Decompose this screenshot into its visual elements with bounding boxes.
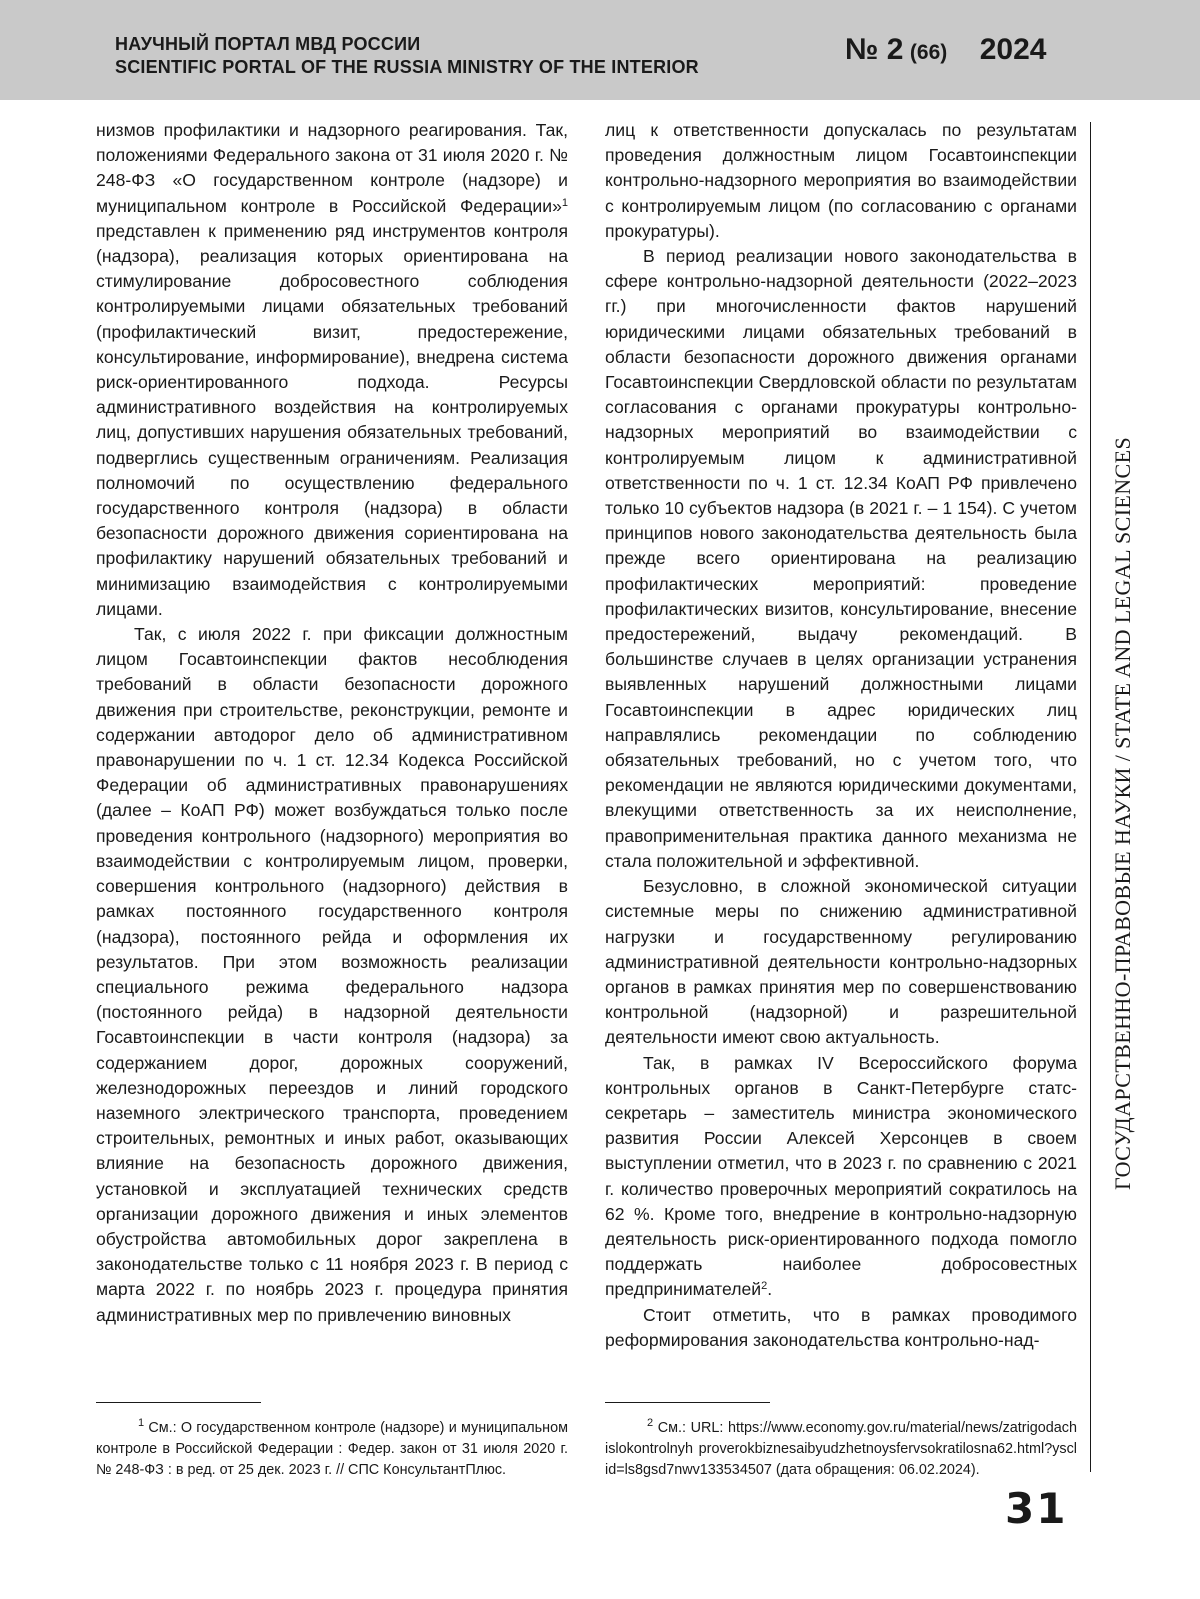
footnote-ref[interactable]: 2: [761, 1280, 768, 1293]
right-column: [605, 118, 1077, 1353]
journal-title-ru: НАУЧНЫЙ ПОРТАЛ МВД РОССИИ: [115, 34, 421, 54]
paragraph: Стоит отметить, что в рамках проводимого реформирования законодательства контрольно-над-: [605, 1304, 1077, 1350]
paragraph-text: низмов профилактики и надзорного реагирования. Так, положениями Федерального закона от 31 июля 2020 г. № 248-ФЗ «О государственном контроле (надзоре) и муниципальном контроле в Российской Федерации»: [96, 120, 568, 216]
footnote-marker: 1: [138, 1417, 145, 1429]
section-label: ГОСУДАРСТВЕННО-ПРАВОВЫЕ НАУКИ / STATE AND LEGAL SCIENCES: [1110, 436, 1135, 1190]
footnote-body: См.: О государственном контроле (надзоре) и муниципальном контроле в Российской Федерации : Федер. закон от 31 июля 2020 г. № 248-ФЗ : в ред. от 25 дек. 2023 г. // СПС КонсультантПлюс.: [96, 1420, 568, 1478]
paragraph-text: представлен к применению ряд инструментов контроля (надзора), реализация которых ориентирована на стимулирование добросовестного соблюдения контролируемыми лицами обязательных требований (профилактический визит, предостережение, консультирование, информирование), внедрена система риск-ориентированного подхода. Ресурсы административного воздействия на контролируемых лиц, допустивших нарушения обязательных требований, подверглись существенным ограничениям. Реализация полномочий по осуществлению федерального государственного контроля (надзора) в области безопасности дорожного движения сориентирована на профилактику нарушений обязательных требований и минимизацию взаимодействия с контролируемыми лицами.: [96, 220, 568, 619]
issue-info: [845, 33, 1046, 67]
paragraph: Безусловно, в сложной экономической ситуации системные меры по снижению административной нагрузки и государственному регулированию административной деятельности контрольно-надзорных органов в рамках принятия мер по совершенствованию контрольной (надзорной) и разрешительной деятельности имеют свою актуальность.: [605, 876, 1077, 1048]
footnote-text: [96, 1418, 568, 1481]
journal-title-en: SCIENTIFIC PORTAL OF THE RUSSIA MINISTRY OF THE INTERIOR: [115, 57, 699, 77]
paragraph-text: Так, в рамках IV Всероссийского форума контрольных органов в Санкт-Петербурге статс-секретарь – заместитель министра экономического развития России Алексей Херсонцев в своем выступлении отметил, что в 2023 г. по сравнению с 2021 г. количество проверочных мероприятий сократилось на 62 %. Кроме того, внедрение в контрольно-надзорную деятельность риск-ориентированного подхода помогло поддержать наиболее добросовестных предпринимателей: [605, 1052, 1077, 1300]
issue-total: (66): [909, 41, 948, 64]
page-number: 31: [1005, 1484, 1068, 1533]
journal-title: [115, 33, 699, 79]
issue-number: № 2: [845, 33, 904, 66]
footnote-text: [605, 1418, 1077, 1481]
issue-year: 2024: [979, 33, 1047, 66]
footnote-divider: [96, 1402, 261, 1403]
section-divider-line: [1090, 122, 1091, 1472]
footnote-marker: 2: [647, 1417, 654, 1429]
footnote-1: [96, 1418, 568, 1481]
footnote-2: [605, 1418, 1077, 1481]
paragraph: В период реализации нового законодательства в сфере контрольно-надзорной деятельности (2022–2023 гг.) при многочисленности фактов нарушений юридическими лицами обязательных требований в области безопасности дорожного движения органами Госавтоинспекции Свердловской области по результатам согласования с органами прокуратуры контрольно-надзорных мероприятий во взаимодействии с контролируемым лицом к административной ответственности по ч. 1 ст. 12.34 КоАП РФ привлечено только 10 субъектов надзора (в 2021 г. – 1 154). С учетом принципов нового законодательства деятельность была прежде всего ориентирована на реализацию профилактических мероприятий: проведение профилактических визитов, консультирование, внесение предостережений, выдачу рекомендаций. В большинстве случаев в целях организации устранения выявленных нарушений должностными лицами Госавтоинспекции в адрес юридических лиц направлялись рекомендации по соблюдению обязательных требований, но с учетом того, что рекомендации не являются юридическими документами, влекущими ответственность за их неисполнение, правоприменительная практика данного механизма не стала положительной и эффективной.: [605, 246, 1077, 871]
paragraph: лиц к ответственности допускалась по результатам проведения должностным лицом Госавтоинспекции контрольно-надзорного мероприятия во взаимодействии с контролируемым лицом (по согласованию с органами прокуратуры).: [605, 120, 1077, 241]
footnote-link[interactable]: https://www.economy.gov.ru/material/news/zatrigodachislokontrolnyh proverokbiznesaibyudzhetnoysfervsokratilosna62.html?ysclid=ls8gsd7nwv133534507: [605, 1420, 1077, 1478]
journal-header: [0, 0, 1200, 100]
paragraph-text: .: [767, 1279, 773, 1300]
footnote-ref[interactable]: 1: [561, 196, 568, 209]
paragraph: [96, 118, 568, 622]
paragraph: [605, 1051, 1077, 1303]
footnote-body: (дата обращения: 06.02.2024).: [771, 1462, 980, 1478]
paragraph: Так, с июля 2022 г. при фиксации должностным лицом Госавтоинспекции фактов несоблюдения требований в области безопасности дорожного движения при строительстве, реконструкции, ремонте и содержании автодорог дело об административном правонарушении по ч. 1 ст. 12.34 Кодекса Российской Федерации об административных правонарушениях (далее – КоАП РФ) может возбуждаться только после проведения контрольного (надзорного) мероприятия во взаимодействии с контролируемым лицом, проверки, совершения контрольного (надзорного) действия в рамках постоянного государственного контроля (надзора), постоянного рейда и оформления их результатов. При этом возможность реализации специального режима федерального надзора (постоянного рейда) в надзорной деятельности Госавтоинспекции в части контроля (надзора) за содержанием дорог, дорожных сооружений, железнодорожных переездов и линий городского наземного электрического транспорта, проведением строительных, ремонтных и иных работ, оказывающих влияние на безопасность дорожного движения, установкой и эксплуатацией технических средств организации дорожного движения и иных элементов обустройства автомобильных дорог закреплена в законодательстве только с 11 ноября 2023 г. В период с марта 2022 г. по ноябрь 2023 г. процедура принятия административных мер по привлечению виновных: [96, 624, 568, 1325]
footnote-divider: [605, 1402, 770, 1403]
footnote-body: См.: URL:: [657, 1420, 728, 1436]
left-column: [96, 118, 568, 1328]
